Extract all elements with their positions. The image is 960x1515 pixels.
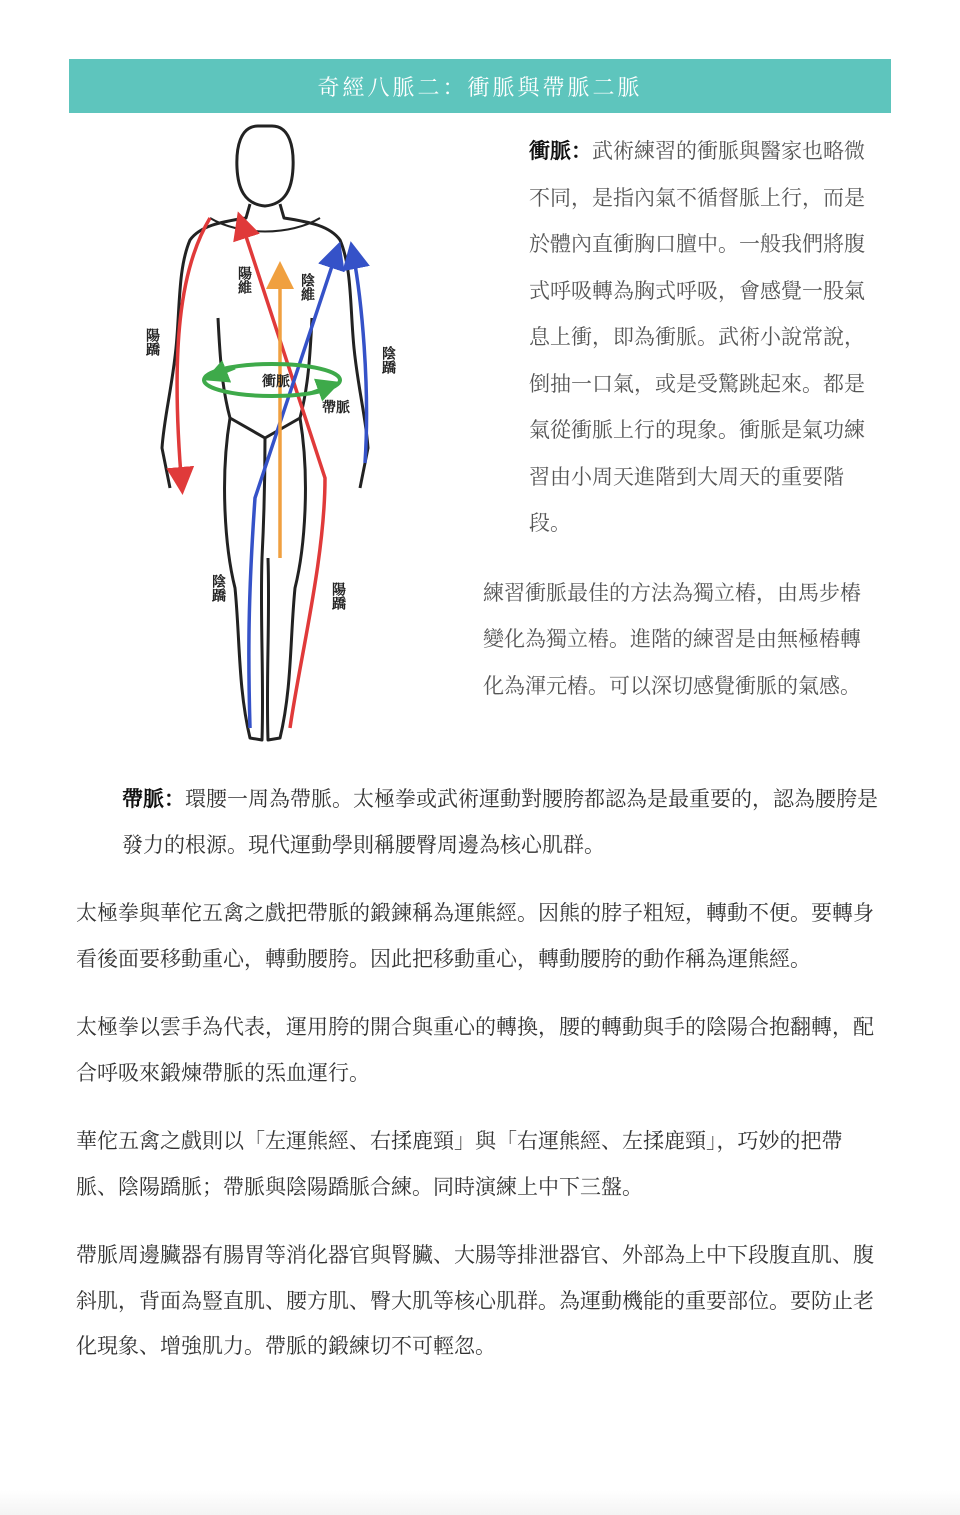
head-outline (237, 126, 293, 206)
dai-paragraph-2: 太極拳與華佗五禽之戲把帶脈的鍛鍊稱為運熊經。因熊的脖子粗短，轉動不便。要轉身看後面要移動重心，轉動腰胯。因此把移動重心，轉動腰胯的動作稱為運熊經。 (76, 901, 874, 971)
chong-section (483, 128, 868, 709)
red-arrow-yang-qiao-arm (177, 218, 210, 488)
label-dai: 帶脈 (322, 400, 350, 416)
label-chong: 衝脈 (262, 374, 290, 390)
dai-text-1: 環腰一周為帶脈。太極拳或武術運動對腰胯都認為是最重要的，認為腰胯是發力的根源。現代運動學則稱腰臀周邊為核心肌群。 (122, 787, 878, 857)
label-yin-qiao-arm: 陰蹻 (380, 346, 396, 374)
label-yang-qiao-arm: 陽蹻 (144, 328, 160, 356)
page-title-banner (69, 59, 891, 113)
dai-paragraph-3: 太極拳以雲手為代表，運用胯的開合與重心的轉換，腰的轉動與手的陰陽合抱翻轉，配合呼吸來鍛煉帶脈的炁血運行。 (76, 1015, 874, 1085)
dai-term: 帶脈： (122, 786, 185, 811)
dai-section (76, 776, 884, 1393)
label-yin-wei: 陰維 (299, 273, 315, 301)
dai-paragraph-1 (76, 776, 884, 868)
chong-term: 衝脈： (529, 138, 592, 163)
page-title: 奇經八脈二：衝脈與帶脈二脈 (317, 75, 643, 101)
chong-paragraph-2: 練習衝脈最佳的方法為獨立樁，由馬步樁變化為獨立樁。進階的練習是由無極樁轉化為渾元樁。可以深切感覺衝脈的氣感。 (483, 580, 861, 698)
label-yang-qiao-leg: 陽蹻 (330, 582, 346, 610)
body-outline (162, 126, 368, 740)
meridian-body-diagram (140, 118, 396, 758)
dai-paragraph-4: 華佗五禽之戲則以「左運熊經、右揉鹿頸」與「右運熊經、左揉鹿頸」，巧妙的把帶脈、陰陽蹻脈；帶脈與陰陽蹻脈合練。同時演練上中下三盤。 (76, 1129, 843, 1199)
label-yang-wei: 陽維 (236, 266, 252, 294)
dai-paragraph-5: 帶脈周邊臟器有腸胃等消化器官與腎臟、大腸等排泄器官、外部為上中下段腹直肌、腹斜肌，背面為豎直肌、腰方肌、臀大肌等核心肌群。為運動機能的重要部位。要防止老化現象、增強肌力。帶脈的鍛練切不可輕忽。 (76, 1243, 874, 1358)
footer-shadow (0, 1490, 960, 1515)
label-yin-qiao-leg: 陰蹻 (210, 574, 226, 602)
chong-paragraph-1 (483, 128, 868, 547)
chong-text-1: 武術練習的衝脈與醫家也略微不同，是指內氣不循督脈上行，而是於體內直衝胸口膻中。一般我們將腹式呼吸轉為胸式呼吸，會感覺一股氣息上衝，即為衝脈。武術小說常說，倒抽一口氣，或是受驚跳起來。都是氣從衝脈上行的現象。衝脈是氣功練習由小周天進階到大周天的重要階段。 (529, 139, 865, 535)
